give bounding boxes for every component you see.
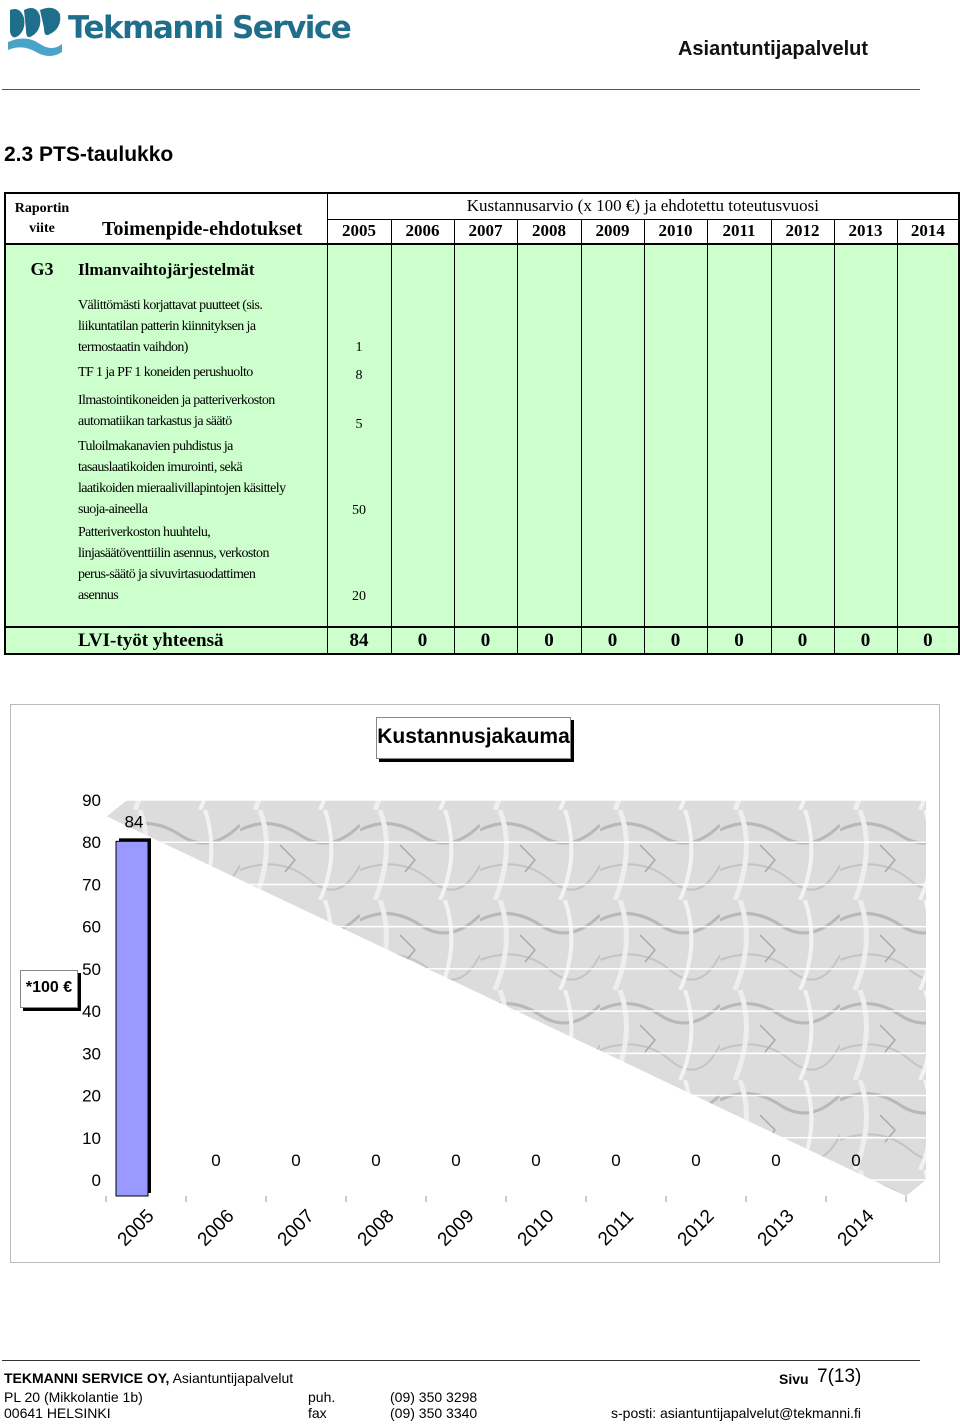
x-tick-label: 2007 — [273, 1205, 319, 1251]
action-text-line: termostaatin vaihdon) — [78, 340, 188, 355]
total-value: 0 — [897, 627, 959, 654]
action-text-line: Ilmastointikoneiden ja patteriverkoston — [78, 393, 275, 408]
data-label: 0 — [451, 1151, 461, 1170]
data-label: 0 — [211, 1151, 221, 1170]
data-label: 0 — [291, 1151, 301, 1170]
action-text-line: automatiikan tarkastus ja säätö — [78, 414, 232, 429]
year-header: 2005 — [327, 219, 391, 244]
actions-header: Toimenpide-ehdotukset — [78, 193, 327, 244]
total-value: 0 — [771, 627, 834, 654]
data-label: 0 — [371, 1151, 381, 1170]
data-label: 0 — [531, 1151, 541, 1170]
footer-phone: (09) 350 3298 — [390, 1389, 478, 1405]
year-header: 2014 — [897, 219, 959, 244]
action-text-line: perus-säätö ja sivuvirtasuodattimen — [78, 567, 256, 582]
footer-page-label: Sivu — [779, 1371, 809, 1387]
cost-2005: 5 — [327, 386, 391, 435]
bar — [116, 841, 148, 1196]
x-tick-label: 2011 — [594, 1206, 638, 1250]
total-value: 0 — [707, 627, 771, 654]
year-header: 2006 — [391, 219, 454, 244]
year-header: 2013 — [834, 219, 897, 244]
ref-header-line1: Raportin — [14, 200, 70, 216]
total-value: 0 — [834, 627, 897, 654]
cost-2005: 8 — [327, 358, 391, 386]
y-axis-label: *100 € — [20, 970, 78, 1008]
cost-2005: 50 — [327, 435, 391, 521]
action-text-line: suoja-aineella — [78, 502, 148, 517]
y-tick-label: 50 — [82, 959, 101, 979]
footer-company-suffix: Asiantuntijapalvelut — [172, 1370, 294, 1386]
cost-2005: 20 — [327, 521, 391, 607]
year-header: 2008 — [517, 219, 581, 244]
year-header: 2007 — [454, 219, 517, 244]
data-label: 84 — [124, 812, 144, 832]
total-value: 84 — [327, 627, 391, 654]
total-value: 0 — [454, 627, 517, 654]
data-label: 0 — [691, 1151, 701, 1170]
x-tick-label: 2009 — [433, 1205, 479, 1251]
action-text-line: linjasäätöventtiilin asennus, verkoston — [78, 546, 269, 561]
x-tick-label: 2008 — [353, 1205, 399, 1251]
cost-2005: 1 — [327, 294, 391, 358]
y-tick-label: 20 — [82, 1086, 101, 1106]
total-label: LVI-työt yhteensä — [78, 627, 327, 654]
footer-fax: (09) 350 3340 — [390, 1405, 478, 1421]
action-text-line: Patteriverkoston huuhtelu, — [78, 525, 211, 540]
x-tick-label: 2010 — [513, 1205, 559, 1251]
category-code: G3 — [5, 244, 78, 294]
x-tick-label: 2013 — [753, 1205, 799, 1251]
action-text-line: Tuloilmakanavien puhdistus ja — [78, 439, 233, 454]
section-title: 2.3 PTS-taulukko — [4, 143, 174, 166]
tekmanni-logo-text: Tekmanni Service — [68, 10, 351, 46]
cost-header: Kustannusarvio (x 100 €) ja ehdotettu toteutusvuosi — [327, 193, 959, 219]
footer-company — [4, 1370, 293, 1386]
y-tick-label: 40 — [82, 1002, 101, 1022]
footer-email: s-posti: asiantuntijapalvelut@tekmanni.fi — [611, 1405, 862, 1421]
header-subtitle: Asiantuntijapalvelut — [677, 38, 868, 60]
y-tick-label: 0 — [91, 1171, 101, 1190]
year-header: 2012 — [771, 219, 834, 244]
footer-phone-label: puh. — [308, 1389, 336, 1405]
footer-divider — [2, 1360, 920, 1361]
action-text-line: TF 1 ja PF 1 koneiden perushuolto — [78, 364, 253, 380]
plot-background — [106, 800, 926, 1196]
footer-address1: PL 20 (Mikkolantie 1b) — [4, 1389, 143, 1405]
action-text-line: asennus — [78, 588, 119, 603]
action-text-line: liikuntatilan patterin kiinnityksen ja — [78, 319, 256, 334]
action-text-line: laatikoiden mieraalivillapintojen käsittely — [78, 481, 286, 496]
y-tick-label: 80 — [82, 833, 101, 853]
category-name: Ilmanvaihtojärjestelmät — [78, 244, 327, 294]
chart-title: Kustannusjakauma — [376, 717, 571, 759]
ref-header-line2: viite — [29, 220, 55, 236]
action-text-line: Välittömästi korjattavat puutteet (sis. — [78, 298, 263, 313]
action-text-line: tasauslaatikoiden imurointi, sekä — [78, 460, 243, 475]
footer-page-value: 7(13) — [817, 1366, 862, 1387]
y-tick-label: 60 — [82, 917, 101, 937]
x-tick-label: 2006 — [193, 1205, 239, 1251]
gridline — [106, 1180, 926, 1196]
x-tick-label: 2012 — [673, 1205, 719, 1251]
y-tick-label: 70 — [82, 875, 101, 895]
total-value: 0 — [581, 627, 644, 654]
y-tick-label: 10 — [82, 1128, 101, 1148]
data-label: 0 — [771, 1151, 781, 1170]
footer-address2: 00641 HELSINKI — [4, 1405, 111, 1421]
y-tick-label: 30 — [82, 1044, 101, 1064]
year-header: 2010 — [644, 219, 707, 244]
footer-fax-label: fax — [308, 1405, 327, 1421]
x-tick-label: 2014 — [833, 1205, 879, 1251]
data-label: 0 — [611, 1151, 621, 1170]
year-header: 2009 — [581, 219, 644, 244]
footer-company-name: TEKMANNI SERVICE OY, — [4, 1370, 170, 1386]
x-tick-label: 2005 — [113, 1205, 159, 1251]
y-tick-label: 90 — [82, 791, 101, 810]
year-header: 2011 — [707, 219, 771, 244]
total-value: 0 — [517, 627, 581, 654]
total-value: 0 — [391, 627, 454, 654]
data-label: 0 — [851, 1151, 861, 1170]
total-value: 0 — [644, 627, 707, 654]
